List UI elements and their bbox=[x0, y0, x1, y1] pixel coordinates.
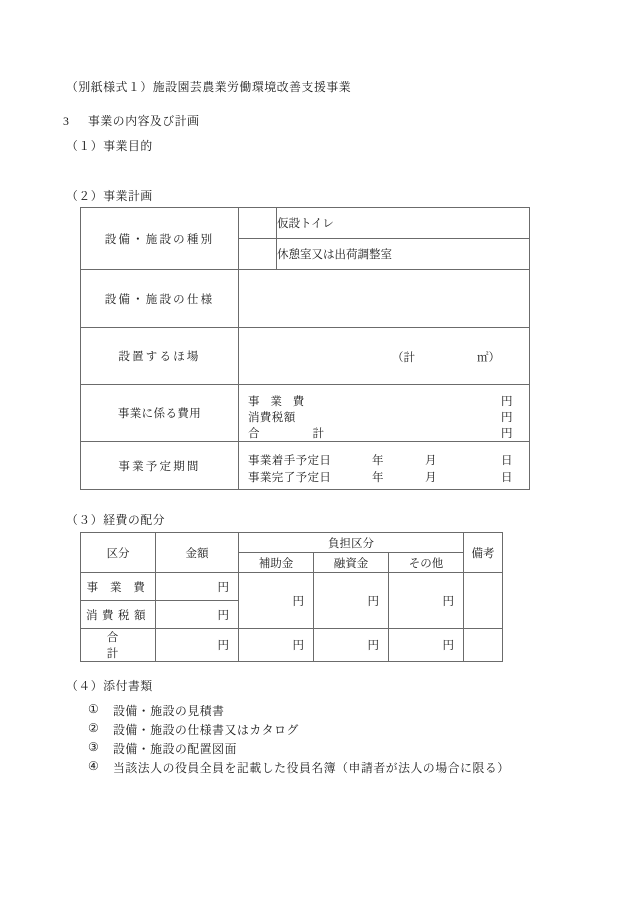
budget-header-kingaku: 金額 bbox=[156, 533, 239, 573]
period-end-month: 月 bbox=[425, 472, 437, 484]
attachment-number-2: ② bbox=[88, 721, 100, 735]
budget-cell-tax-amount[interactable]: 円 bbox=[156, 601, 239, 629]
option-label-rest-room: 休憩室又は出荷調整室 bbox=[277, 239, 530, 270]
period-end-year: 年 bbox=[372, 472, 384, 484]
checkbox-cell-rest-room[interactable] bbox=[239, 239, 277, 270]
budget-row-label-total: 合 計 bbox=[81, 629, 156, 662]
table-row bbox=[81, 385, 530, 442]
attachment-number-4: ④ bbox=[88, 759, 100, 773]
period-end-day: 日 bbox=[501, 472, 513, 484]
plan-value-cost[interactable] bbox=[239, 385, 530, 442]
attachment-text-1: 設備・施設の見積書 bbox=[113, 704, 225, 718]
plan-value-period[interactable] bbox=[239, 442, 530, 490]
budget-cell-total-remarks[interactable] bbox=[464, 629, 503, 662]
attachment-number-1: ① bbox=[88, 702, 100, 716]
budget-header-share-group: 負担区分 bbox=[239, 533, 464, 553]
table-row bbox=[81, 629, 503, 662]
attachment-text-4: 当該法人の役員全員を記載した役員名簿（申請者が法人の場合に限る） bbox=[113, 761, 510, 775]
budget-cell-project-subsidy[interactable]: 円 bbox=[239, 573, 314, 629]
budget-header-kubun: 区分 bbox=[81, 533, 156, 573]
table-row bbox=[81, 208, 530, 239]
budget-header-other: その他 bbox=[389, 553, 464, 573]
section-title: 事業の内容及び計画 bbox=[88, 114, 200, 128]
form-title: （別紙様式１）施設園芸農業労働環境改善支援事業 bbox=[66, 80, 352, 94]
budget-cell-total-subsidy[interactable]: 円 bbox=[239, 629, 314, 662]
budget-row-label-project-cost: 事 業 費 bbox=[81, 573, 156, 601]
field-unit-square-meter: ㎡） bbox=[477, 352, 500, 364]
plan-label-cost: 事業に係る費用 bbox=[81, 385, 239, 442]
plan-table bbox=[80, 207, 530, 490]
plan-label-type: 設備・施設の種別 bbox=[81, 208, 239, 270]
section-number: 3 bbox=[63, 114, 70, 128]
cost-item-project-unit: 円 bbox=[501, 396, 513, 408]
subsection-budget-heading: （３）経費の配分 bbox=[66, 513, 166, 527]
plan-value-field[interactable] bbox=[239, 328, 530, 385]
period-end-label: 事業完了予定日 bbox=[248, 472, 332, 484]
budget-cell-project-amount[interactable]: 円 bbox=[156, 573, 239, 601]
period-start-day: 日 bbox=[501, 455, 513, 467]
checkbox-cell-temporary-toilet[interactable] bbox=[239, 208, 277, 239]
table-row bbox=[81, 270, 530, 328]
budget-cell-total-loan[interactable]: 円 bbox=[314, 629, 389, 662]
cost-item-tax-unit: 円 bbox=[501, 412, 513, 424]
budget-cell-project-other[interactable]: 円 bbox=[389, 573, 464, 629]
cost-item-total-label: 合 計 bbox=[248, 428, 334, 440]
option-label-temporary-toilet: 仮設トイレ bbox=[277, 208, 530, 239]
table-row bbox=[81, 573, 503, 601]
budget-cell-project-remarks[interactable] bbox=[464, 573, 503, 629]
subsection-attachments-heading: （４）添付書類 bbox=[66, 679, 153, 693]
plan-label-period: 事業予定期間 bbox=[81, 442, 239, 490]
subsection-plan-heading: （２）事業計画 bbox=[66, 189, 153, 203]
period-start-month: 月 bbox=[425, 455, 437, 467]
table-row bbox=[81, 328, 530, 385]
attachment-number-3: ③ bbox=[88, 740, 100, 754]
budget-cell-total-amount[interactable]: 円 bbox=[156, 629, 239, 662]
plan-value-spec[interactable] bbox=[239, 270, 530, 328]
field-total-note: （計 bbox=[392, 352, 415, 364]
period-start-label: 事業着手予定日 bbox=[248, 455, 332, 467]
budget-row-label-tax: 消費税額 bbox=[81, 601, 156, 629]
plan-label-field: 設置するほ場 bbox=[81, 328, 239, 385]
budget-table bbox=[80, 532, 503, 662]
budget-header-subsidy: 補助金 bbox=[239, 553, 314, 573]
attachment-text-2: 設備・施設の仕様書又はカタログ bbox=[113, 723, 299, 737]
cost-item-tax-label: 消費税額 bbox=[248, 412, 296, 424]
cost-item-project-label: 事 業 費 bbox=[248, 396, 309, 408]
table-header-row bbox=[81, 533, 503, 553]
attachment-text-3: 設備・施設の配置図面 bbox=[113, 742, 237, 756]
budget-header-loan: 融資金 bbox=[314, 553, 389, 573]
period-start-year: 年 bbox=[372, 455, 384, 467]
plan-label-spec: 設備・施設の仕様 bbox=[81, 270, 239, 328]
budget-cell-total-other[interactable]: 円 bbox=[389, 629, 464, 662]
table-row bbox=[81, 442, 530, 490]
cost-item-total-unit: 円 bbox=[501, 428, 513, 440]
budget-header-remarks: 備考 bbox=[464, 533, 503, 573]
subsection-purpose-heading: （１）事業目的 bbox=[66, 139, 153, 153]
budget-cell-project-loan[interactable]: 円 bbox=[314, 573, 389, 629]
